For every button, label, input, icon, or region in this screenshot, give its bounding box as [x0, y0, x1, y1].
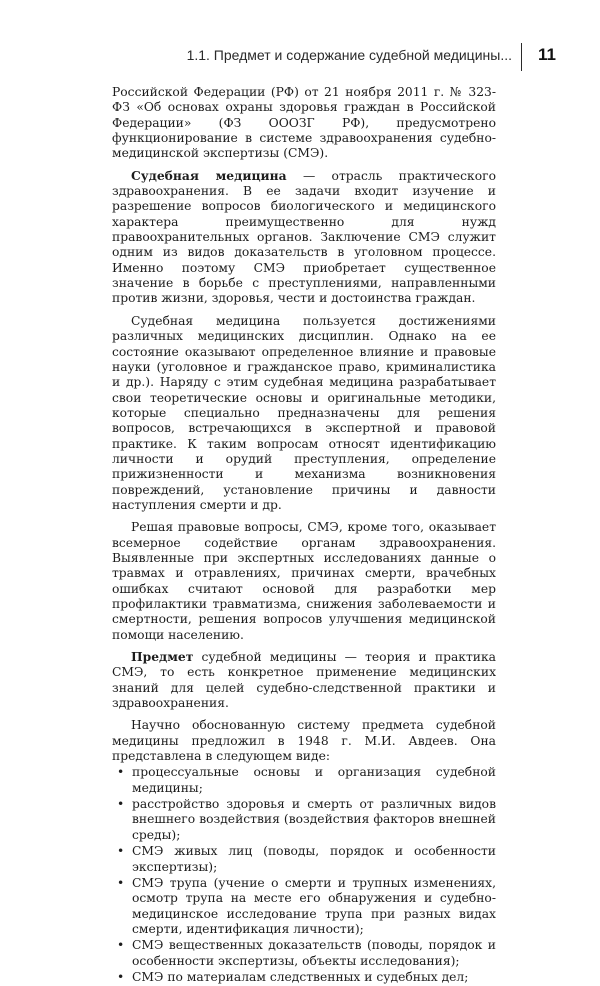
subject-structure-list	[112, 765, 496, 985]
paragraph: Решая правовые вопросы, СМЭ, кроме того, оказывает всемерное содействие органам здравоохранения. Выявленные при экспертных исследованиях данные о травмах и отравлениях, причинах смерти, врачебных ошибках считают основой для разработки мер профилактики травматизма, снижения заболеваемости и смертности, решения вопросов улучшения медицинской помощи населению.	[112, 520, 496, 642]
term-definition: Судебная медицина	[131, 167, 287, 183]
list-item: • СМЭ по материалам следственных и судебных дел;	[117, 969, 469, 984]
list-item: • СМЭ трупа (учение о смерти и трупных изменениях, осмотр трупа на месте его обнаружения и судебно-медицинское исследование трупа при разных видах смерти, идентификация личности);	[117, 875, 496, 936]
page-body	[112, 84, 496, 986]
running-header	[110, 41, 556, 71]
list-item: • расстройство здоровья и смерть от различных видов внешнего воздействия (воздействия факторов внешней среды);	[117, 797, 496, 842]
list-item: • процессуальные основы и организация судебной медицины;	[117, 765, 496, 795]
header-divider	[521, 43, 522, 71]
paragraph: Российской Федерации (РФ) от 21 ноября 2011 г. № 323-ФЗ «Об основах охраны здоровья граждан в Российской Федерации» (ФЗ ОООЗГ РФ), предусмотрено функционирование в системе здравоохранения судебно-медицинской экспертизы (СМЭ).	[112, 85, 496, 161]
paragraph: Научно обоснованную систему предмета судебной медицины предложил в 1948 г. М.И. Авдеев. Она представлена в следующем виде:	[112, 718, 496, 764]
page-number: 11	[538, 45, 556, 64]
paragraph: Судебная медицина пользуется достижениями различных медицинских дисциплин. Однако на ее состояние оказывают определенное влияние и правовые науки (уголовное и гражданское право, криминалистика и др.). Наряду с этим судебная медицина разрабатывает свои теоретические основы и оригинальные методики, которые специально предназначены для решения вопросов, встречающихся в экспертной и правовой практике. К таким вопросам относят идентификацию личности и орудий преступления, определение прижизненности и механизма возникновения повреждений, установление причины и давности наступления смерти и др.	[112, 313, 496, 512]
term-definition: Предмет	[131, 649, 194, 665]
running-header-title: 1.1. Предмет и содержание судебной медицины...	[186, 47, 512, 63]
list-item: • СМЭ вещественных доказательств (поводы, порядок и особенности экспертизы, объекты исследования);	[117, 938, 496, 968]
list-item: • СМЭ живых лиц (поводы, порядок и особенности экспертизы);	[117, 844, 496, 874]
paragraph: Судебная медицина — отрасль практического здравоохранения. В ее задачи входит изучение и разрешение вопросов биологического и медицинского характера преимущественно для нужд правоохранительных органов. Заключение СМЭ служит одним из видов доказательств в уголовном процессе. Именно поэтому СМЭ приобретает существенное значение в борьбе с преступлениями, направленными против жизни, здоровья, чести и достоинства граждан.	[112, 167, 496, 306]
paragraph: Предмет судебной медицины — теория и практика СМЭ, то есть конкретное применение медицинских знаний для целей судебно-следственной практики и здравоохранения.	[112, 649, 496, 711]
